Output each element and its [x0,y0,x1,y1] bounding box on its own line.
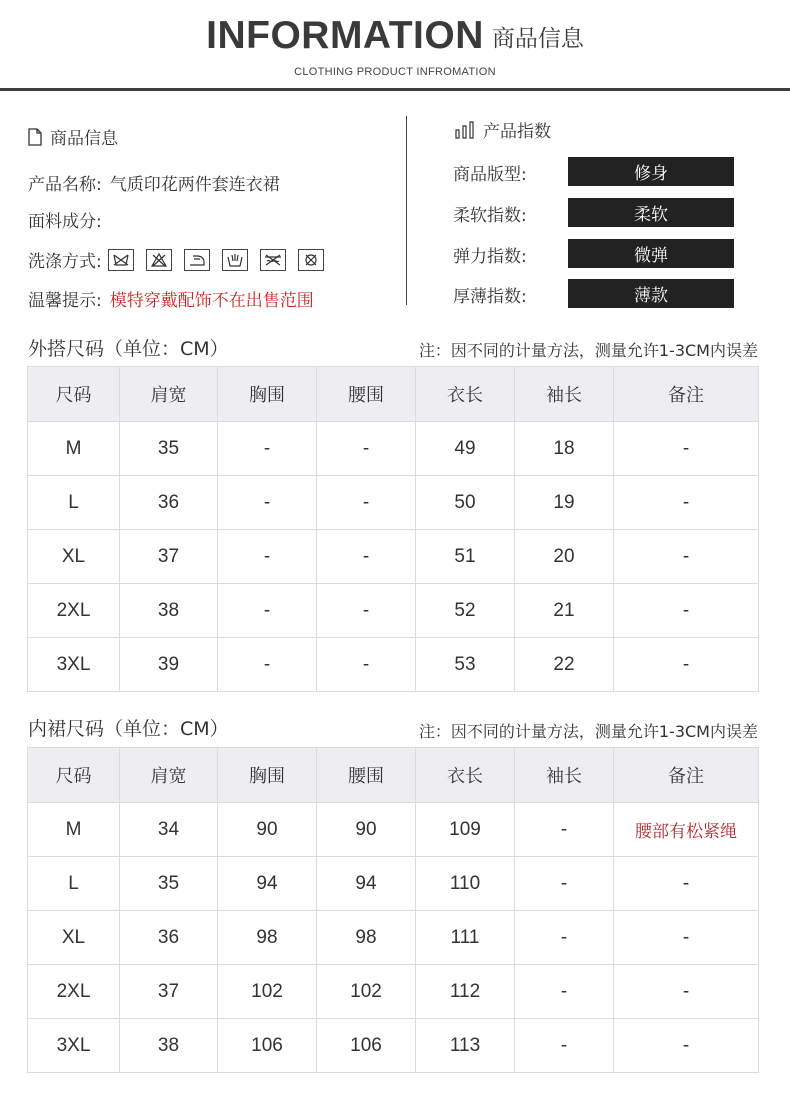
table-cell: 35 [120,857,218,911]
table-cell: 110 [416,857,515,911]
tip-value: 模特穿戴配饰不在出售范围 [109,291,314,311]
header-remark: 备注 [614,367,759,422]
table-cell: 22 [515,638,614,692]
table-cell: - [515,803,614,857]
table-cell: - [614,911,759,965]
fabric-label: 面料成分: [28,212,102,232]
title-cn: 商品信息 [491,25,584,52]
table-cell: 38 [120,584,218,638]
table-cell: - [614,857,759,911]
table-cell: XL [28,911,120,965]
iron-icon [184,249,210,271]
no-tumble-dry-icon [260,249,286,271]
hand-wash-icon [222,249,248,271]
table-cell: 109 [416,803,515,857]
table-cell: 106 [218,1019,317,1073]
table-cell: 102 [218,965,317,1019]
header-divider [0,88,790,91]
product-name-label: 产品名称: [28,175,102,195]
table-cell: - [317,476,416,530]
table-cell: - [317,530,416,584]
fabric-row [28,207,102,232]
table-cell: 3XL [28,638,120,692]
fit-label: 商品版型: [453,165,527,185]
title-en: INFORMATION [206,14,484,57]
table-cell: 53 [416,638,515,692]
no-bleach-icon [146,249,172,271]
table-cell: - [614,530,759,584]
bar-chart-icon [455,121,475,139]
document-icon [28,128,42,146]
table-cell: 98 [317,911,416,965]
header-size: 尺码 [28,748,120,803]
header-length: 衣长 [416,748,515,803]
no-dry-clean-icon [298,249,324,271]
product-name-value: 气质印花两件套连衣裙 [109,175,280,195]
table-cell: - [614,638,759,692]
table-cell: - [614,422,759,476]
header-size: 尺码 [28,367,120,422]
table-cell: 36 [120,476,218,530]
table-cell: 111 [416,911,515,965]
wash-icons [108,249,336,271]
table-cell: - [218,530,317,584]
table-cell: - [614,584,759,638]
outer-table-note: 注：因不同的计量方法，测量允许1-3CM内误差 [418,341,758,360]
remark-drawstring: 腰部有松紧绳 [614,803,759,857]
header-remark: 备注 [614,748,759,803]
outer-size-table [27,366,759,692]
thickness-label: 厚薄指数: [453,287,527,307]
table-cell: 19 [515,476,614,530]
page-header [0,0,790,92]
table-cell: 18 [515,422,614,476]
table-cell: 94 [317,857,416,911]
header-shoulder: 肩宽 [120,748,218,803]
table-row [28,803,759,857]
header-bust: 胸围 [218,748,317,803]
table-cell: - [515,911,614,965]
header-waist: 腰围 [317,367,416,422]
table-cell: - [614,965,759,1019]
table-cell: - [515,1019,614,1073]
table-row [28,911,759,965]
table-cell: 2XL [28,965,120,1019]
wash-row [28,247,336,272]
thickness-value-box: 薄款 [568,279,734,308]
table-cell: 2XL [28,584,120,638]
table-cell: - [218,638,317,692]
table-row [28,530,759,584]
product-index-heading [455,117,551,142]
table-cell: - [218,476,317,530]
table-cell: - [614,476,759,530]
tip-label: 温馨提示: [28,291,102,311]
table-cell: 90 [218,803,317,857]
product-info-title: 商品信息 [50,129,118,149]
table-cell: 113 [416,1019,515,1073]
product-index-title: 产品指数 [483,122,551,142]
table-cell: 52 [416,584,515,638]
table-cell: 20 [515,530,614,584]
table-row [28,584,759,638]
table-cell: 34 [120,803,218,857]
inner-table-note: 注：因不同的计量方法，测量允许1-3CM内误差 [418,722,758,741]
table-cell: 112 [416,965,515,1019]
table-cell: - [614,1019,759,1073]
table-row [28,857,759,911]
header-bust: 胸围 [218,367,317,422]
table-cell: 102 [317,965,416,1019]
table-row [28,476,759,530]
table-cell: 50 [416,476,515,530]
table-cell: L [28,476,120,530]
table-cell: 3XL [28,1019,120,1073]
header-sleeve: 袖长 [515,748,614,803]
header-sleeve: 袖长 [515,367,614,422]
elasticity-value-box: 微弹 [568,239,734,268]
header-waist: 腰围 [317,748,416,803]
table-cell: - [218,584,317,638]
table-row [28,1019,759,1073]
softness-label: 柔软指数: [453,206,527,226]
table-cell: - [218,422,317,476]
fit-value-box: 修身 [568,157,734,186]
table-row [28,422,759,476]
table-cell: 49 [416,422,515,476]
table-cell: - [317,638,416,692]
tip-row [28,286,314,311]
table-cell: XL [28,530,120,584]
inner-size-table [27,747,759,1073]
table-cell: M [28,803,120,857]
table-cell: 90 [317,803,416,857]
table-cell: L [28,857,120,911]
table-cell: - [317,422,416,476]
header-length: 衣长 [416,367,515,422]
table-cell: 37 [120,530,218,584]
vertical-divider [406,116,407,305]
no-wash-icon [108,249,134,271]
table-cell: - [317,584,416,638]
table-cell: 106 [317,1019,416,1073]
table-cell: 37 [120,965,218,1019]
header-subtitle: CLOTHING PRODUCT INFROMATION [294,66,496,78]
table-row [28,965,759,1019]
outer-table-title: 外搭尺码（单位：CM） [28,338,229,360]
table-cell: - [515,857,614,911]
table-header-row [28,367,759,422]
table-cell: 36 [120,911,218,965]
table-cell: 51 [416,530,515,584]
table-cell: 38 [120,1019,218,1073]
elasticity-label: 弹力指数: [453,247,527,267]
table-header-row [28,748,759,803]
table-cell: M [28,422,120,476]
table-cell: 39 [120,638,218,692]
table-row [28,638,759,692]
inner-table-title: 内裙尺码（单位：CM） [28,718,229,740]
product-name-row [28,170,280,195]
table-cell: 94 [218,857,317,911]
wash-label: 洗涤方式: [28,252,102,272]
header-shoulder: 肩宽 [120,367,218,422]
table-cell: 35 [120,422,218,476]
header-title [0,14,790,58]
table-cell: 98 [218,911,317,965]
softness-value-box: 柔软 [568,198,734,227]
table-cell: - [515,965,614,1019]
table-cell: 21 [515,584,614,638]
product-info-heading [28,124,118,149]
